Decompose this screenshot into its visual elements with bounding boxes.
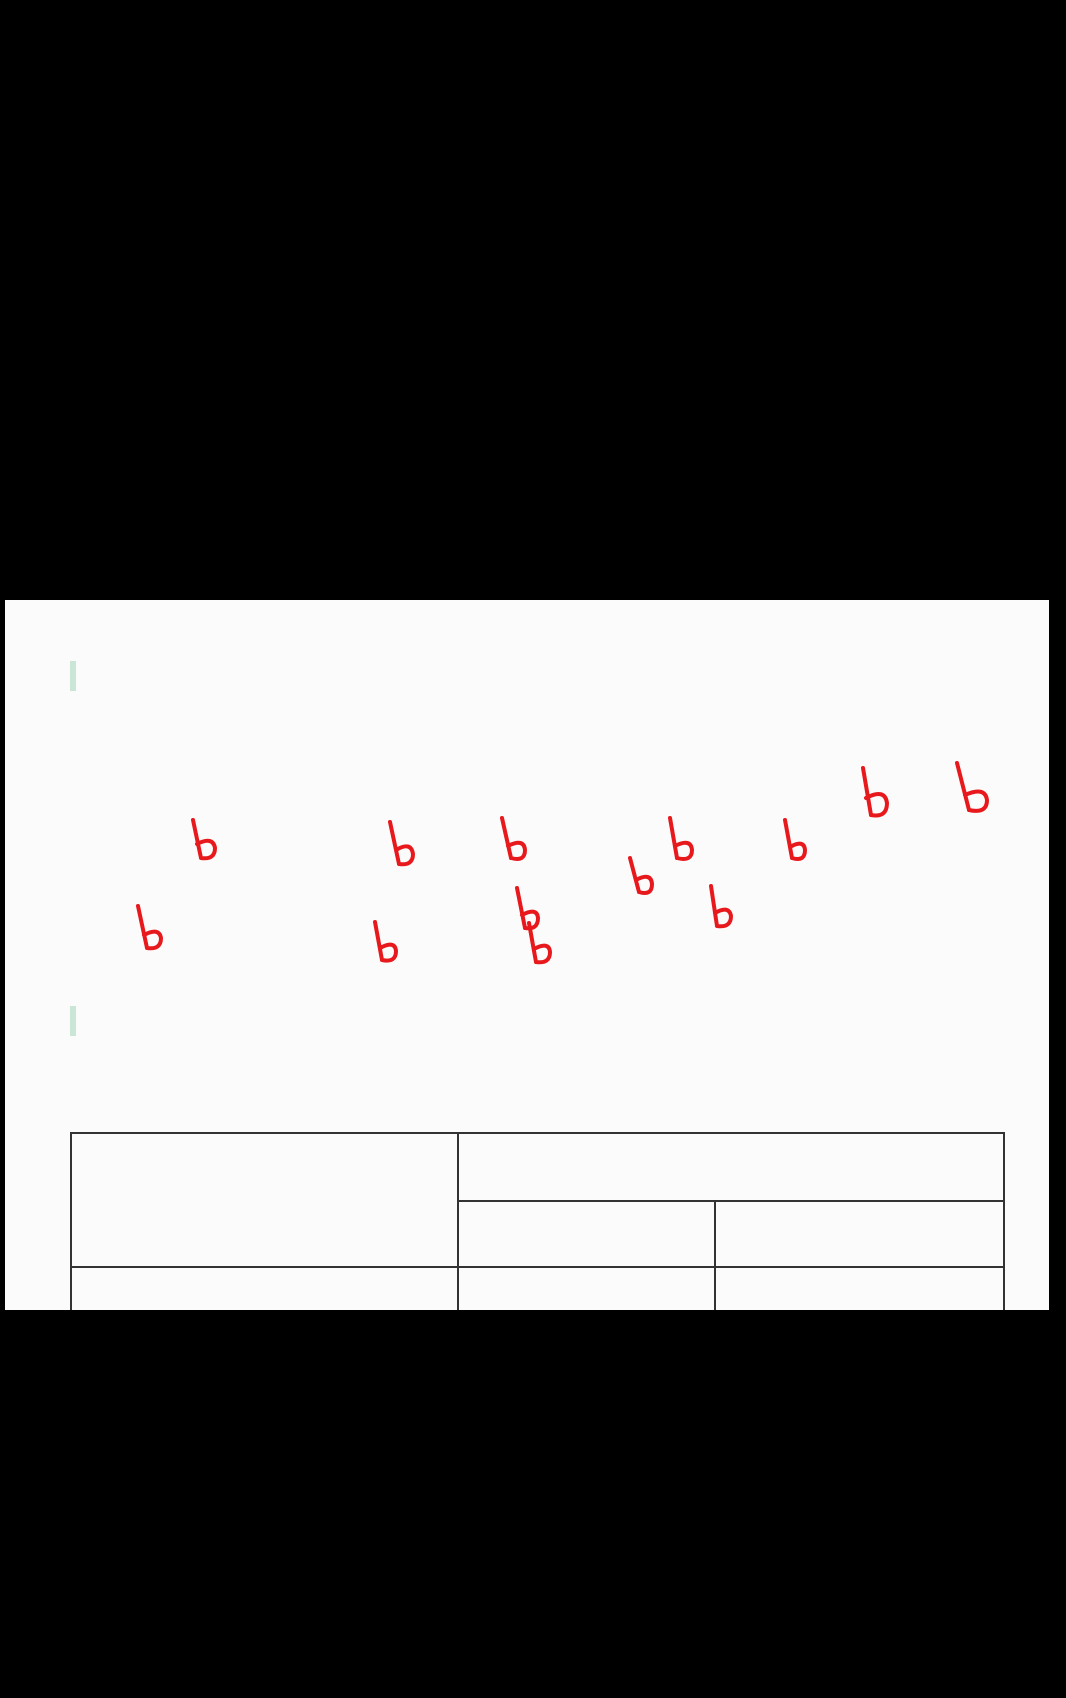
handwritten-soft-sign-mark <box>502 818 525 859</box>
handwritten-soft-sign-mark <box>375 922 396 961</box>
handwritten-soft-sign-mark <box>670 818 692 859</box>
handwritten-soft-sign-mark <box>785 820 805 859</box>
table-header-letters <box>458 1133 1004 1201</box>
handwritten-soft-sign-mark <box>711 886 731 926</box>
handwritten-soft-sign-mark <box>957 763 987 811</box>
exercise-325-task <box>70 1005 1010 1039</box>
exercise-325 <box>70 1005 1010 1039</box>
handwritten-soft-sign-mark <box>630 858 652 893</box>
table-cell-empty <box>715 1267 1004 1310</box>
handwritten-soft-sign-mark <box>138 906 161 948</box>
table-header-letter-e <box>715 1201 1004 1267</box>
exercise-324-task <box>70 660 1010 694</box>
table-cell-empty <box>458 1267 715 1310</box>
textbook-page <box>5 600 1049 1310</box>
handwritten-soft-sign-mark <box>529 923 550 962</box>
handwritten-soft-sign-mark <box>390 822 413 864</box>
handwritten-soft-sign-mark <box>517 888 538 928</box>
handwritten-soft-sign-mark <box>193 820 215 858</box>
handwritten-soft-sign-mark <box>863 768 887 816</box>
exercise-324-number <box>70 661 76 691</box>
table-header-part-of-speech <box>71 1133 458 1267</box>
vowels-table <box>70 1132 1005 1310</box>
table-row-noun <box>71 1267 458 1310</box>
table-header-letter-o <box>458 1201 715 1267</box>
exercise-325-number <box>70 1006 76 1036</box>
exercise-324 <box>70 660 1010 694</box>
